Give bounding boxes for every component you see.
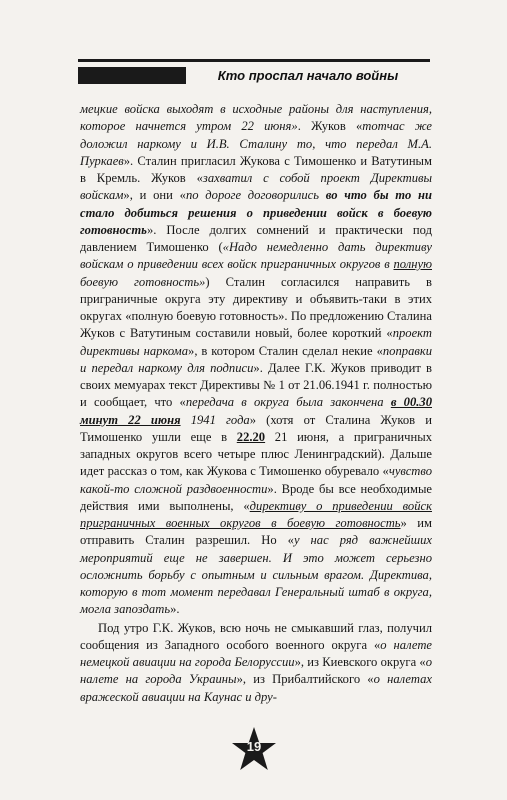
body-text: ». Сталин пригласил Жукова с Тимошенко и Ватутиным в Кремль. Жуков «: [80, 153, 432, 185]
quote-text: мецкие войска выходят в исходные районы для наступления, которое начнется утром 22 июня»: [80, 102, 432, 134]
body-text: 21 июня, а приграничных западных округов всего четыре плюс Ленинградский). Дальше идет рассказ о том, как Жукова с Тимошенко обуревало «: [80, 429, 432, 479]
quote-text: тотчас же доложил наркому и И.В. Сталину то, что передал М.А. Пуркаев: [80, 119, 432, 168]
quote-text: «Надо немедленно дать директиву войскам о приведении всех войск приграничных округов в: [80, 240, 432, 272]
page-number: 19: [246, 739, 262, 754]
quote-text: проект директивы наркома: [80, 326, 432, 358]
quote-text: о налетах вражеской авиации на Каунас и дру-: [80, 672, 432, 704]
quote-text: захватил с собой проект Директивы войскам: [80, 171, 433, 203]
emphasis-text: в 00.30 минут 22 июня: [80, 395, 432, 427]
quote-text: передача в округа была закончена: [185, 395, 391, 410]
body-text: » (хотя от Сталина Жуков и Тимошенко ушли еще в: [80, 412, 432, 444]
underlined-quote: директиву о приведении войск приграничных военных округов в боевую готовность: [80, 498, 432, 530]
body-text: ». Вроде бы все необходимые действия ими выполнены, «: [80, 481, 432, 513]
quote-text: у нас ряд важнейших мероприятий еще не завершен. И это может серьезно осложнить борьбу с опытным и сильным врагом. Директива, которую в тот момент передавал Генеральный штаб в округа, могла запоздать: [80, 533, 432, 617]
body-text: ». После долгих сомнений и практически под давлением Тимошенко (: [80, 222, 432, 254]
quote-text: 1941 года: [180, 412, 250, 427]
body-text: . Жуков «: [297, 119, 363, 134]
quote-text: о налете на города Украины: [80, 655, 432, 687]
paragraph: [80, 620, 432, 706]
body-text: », из Прибалтийского «: [236, 672, 374, 687]
body-text: », и они «: [123, 188, 186, 203]
body-text: », из Киевского округа «: [294, 655, 426, 669]
body-text: ». Далее Г.К. Жуков приводит в своих мемуарах текст Директивы № 1 от 21.06.1941 г. полностью и сообщает, что «: [80, 360, 433, 410]
quote-text: боевую готовность»: [80, 274, 206, 289]
body-text: ) Сталин согласился направить в приграничные округа эту директиву и объявить-таки в этих округах «полную боевую готовность». По предложению Сталина Жуков с Ватутиным составили новый, более короткий «: [80, 274, 432, 341]
body-text: », в котором Сталин сделал некие «: [188, 343, 383, 358]
body-text: ».: [170, 602, 180, 617]
quote-text: о налете немецкой авиации на города Белоруссии: [80, 637, 433, 669]
emphasis-time: 22.20: [236, 429, 266, 444]
underlined-text: полную: [393, 257, 432, 272]
main-text: [80, 101, 432, 706]
emphasis-text: во что бы то ни стало добиться решения о приведении войск в боевую готовность: [80, 188, 432, 237]
quote-text: поправки и передал наркому для подписи: [80, 343, 433, 375]
body-text: Под утро Г.К. Жуков, всю ночь не смыкавший глаз, получил сообщения из Западного особого военного округа «: [80, 620, 432, 652]
quote-text: по дороге договорились: [185, 188, 326, 203]
paragraph: [80, 101, 432, 619]
body-text: » им отправить Сталин разрешил. Но «: [80, 516, 433, 548]
quote-text: чувство какой-то сложной раздвоенности: [80, 464, 432, 496]
running-header-title: Кто проспал начало войны: [186, 67, 430, 84]
header-rule: [78, 59, 430, 62]
